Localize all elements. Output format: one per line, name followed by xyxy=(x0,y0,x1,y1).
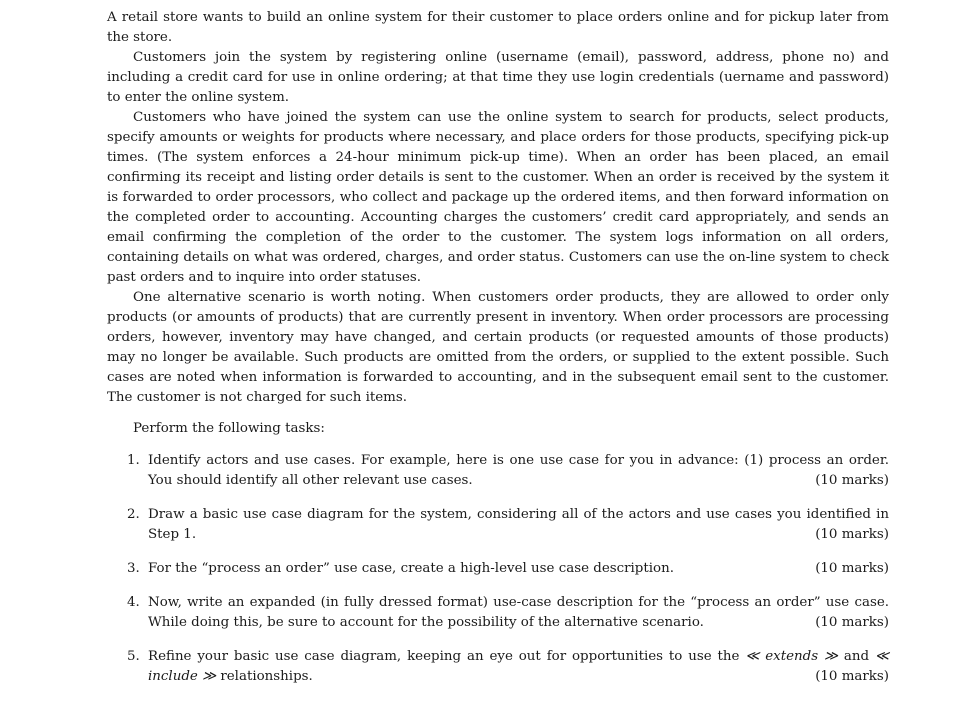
task-text-and: and xyxy=(843,649,870,664)
task-text-after: relationships. xyxy=(220,669,313,684)
task-text: Now, write an expanded (in fully dressed format) use-case description for the “process an order” use case. While doing this, be sure to account for the possibility of the alternative scenario. xyxy=(148,595,889,630)
registration-paragraph: Customers join the system by registering online (username (email), password, address, phone no) and including a credit card for use in online ordering; at that time they use login credentials (uername and password) to enter the online system. xyxy=(107,50,889,105)
task-number: 3. xyxy=(127,561,140,576)
intro-paragraph: A retail store wants to build an online system for their customer to place orders online and for pickup later from the store. xyxy=(107,10,889,45)
task-item-3 xyxy=(127,559,889,579)
task-item-2 xyxy=(127,505,889,545)
task-marks: (10 marks) xyxy=(815,527,889,542)
assignment-document xyxy=(107,8,889,701)
task-item-4 xyxy=(127,593,889,633)
alternative-scenario-paragraph: One alternative scenario is worth noting. When customers order products, they are allowed to order only products (or amounts of products) that are currently present in inventory. When order processors are processing orders, however, inventory may have changed, and certain products (or requested amounts of those products) may no longer be available. Such products are omitted from the orders, or supplied to the extent possible. Such cases are noted when information is forwarded to accounting, and in the subsequent email sent to the customer. The customer is not charged for such items. xyxy=(107,290,889,405)
task-text: Draw a basic use case diagram for the system, considering all of the actors and use cases you identified in Step 1. xyxy=(148,507,889,542)
task-item-1 xyxy=(127,451,889,491)
task-number: 5. xyxy=(127,649,140,664)
task-marks: (10 marks) xyxy=(815,615,889,630)
task-number: 1. xyxy=(127,453,140,468)
task-list xyxy=(127,451,889,687)
task-text-before: Refine your basic use case diagram, keeping an eye out for opportunities to use the xyxy=(148,649,740,664)
include-stereotype: ≪ include ≫ xyxy=(148,649,890,684)
task-text: For the “process an order” use case, create a high-level use case description. xyxy=(148,561,674,576)
tasks-intro: Perform the following tasks: xyxy=(133,421,325,436)
extends-stereotype: ≪ extends ≫ xyxy=(745,649,839,664)
task-marks: (10 marks) xyxy=(815,473,889,488)
task-marks: (10 marks) xyxy=(815,561,889,576)
task-marks: (10 marks) xyxy=(815,669,889,684)
task-item-5 xyxy=(127,647,889,687)
ordering-paragraph: Customers who have joined the system can use the online system to search for products, select products, specify amounts or weights for products where necessary, and place orders for those products, specifying pick-up times. (The system enforces a 24-hour minimum pick-up time). When an order has been placed, an email confirming its receipt and listing order details is sent to the customer. When an order is received by the system it is forwarded to order processors, who collect and package up the ordered items, and then forward information on the completed order to accounting. Accounting charges the customers’ credit card appropriately, and sends an email confirming the completion of the order to the customer. The system logs information on all orders, containing details on what was ordered, charges, and order status. Customers can use the on-line system to check past orders and to inquire into order statuses. xyxy=(107,110,889,285)
task-text: Identify actors and use cases. For example, here is one use case for you in advance: (1) process an order. You should identify all other relevant use cases. xyxy=(148,453,889,488)
task-number: 4. xyxy=(127,595,140,610)
task-number: 2. xyxy=(127,507,140,522)
